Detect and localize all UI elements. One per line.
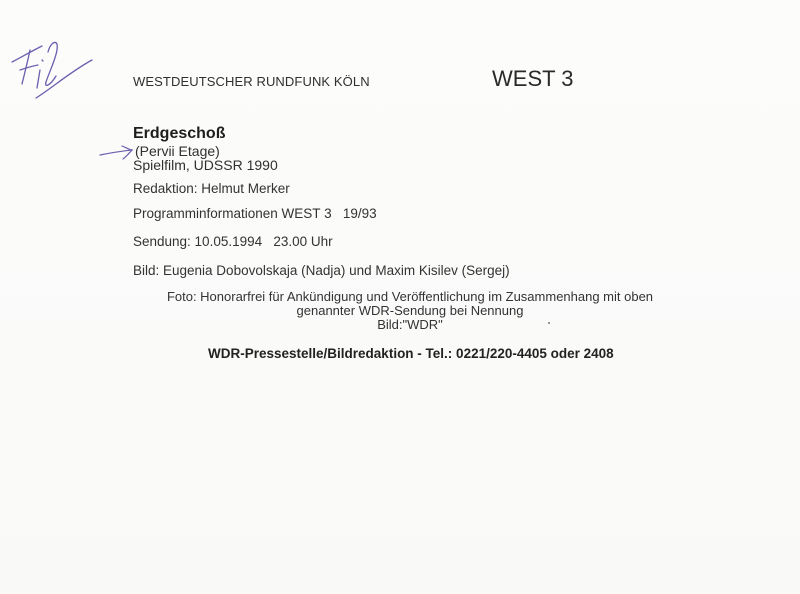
redaktion-line: Redaktion: Helmut Merker xyxy=(133,181,290,196)
contact-line: WDR-Pressestelle/Bildredaktion - Tel.: 0221/220-4405 oder 2408 xyxy=(208,346,614,361)
photo-credit-line-3: Bild:"WDR" xyxy=(377,317,443,332)
station-name: WESTDEUTSCHER RUNDFUNK KÖLN xyxy=(133,74,370,89)
photo-credit-block xyxy=(150,290,670,332)
bild-line: Bild: Eugenia Dobovolskaja (Nadja) und Maxim Kisilev (Sergej) xyxy=(133,263,510,278)
photo-credit-line-1: Foto: Honorarfrei für Ankündigung und Veröffentlichung im Zusammenhang mit oben xyxy=(166,289,654,304)
original-title: (Pervii Etage) xyxy=(135,143,220,159)
sendung-line: Sendung: 10.05.1994 23.00 Uhr xyxy=(133,234,333,249)
handwritten-arrow-mark xyxy=(100,146,132,159)
film-info: Spielfilm, UDSSR 1990 xyxy=(133,157,278,173)
photo-credit-line-2: genannter WDR-Sendung bei Nennung xyxy=(296,303,524,318)
programm-line: Programminformationen WEST 3 19/93 xyxy=(133,206,377,221)
channel-name: WEST 3 xyxy=(492,66,574,91)
paper-speck xyxy=(548,322,550,324)
film-title: Erdgeschoß xyxy=(133,125,226,142)
handwritten-fil-mark xyxy=(12,42,92,98)
